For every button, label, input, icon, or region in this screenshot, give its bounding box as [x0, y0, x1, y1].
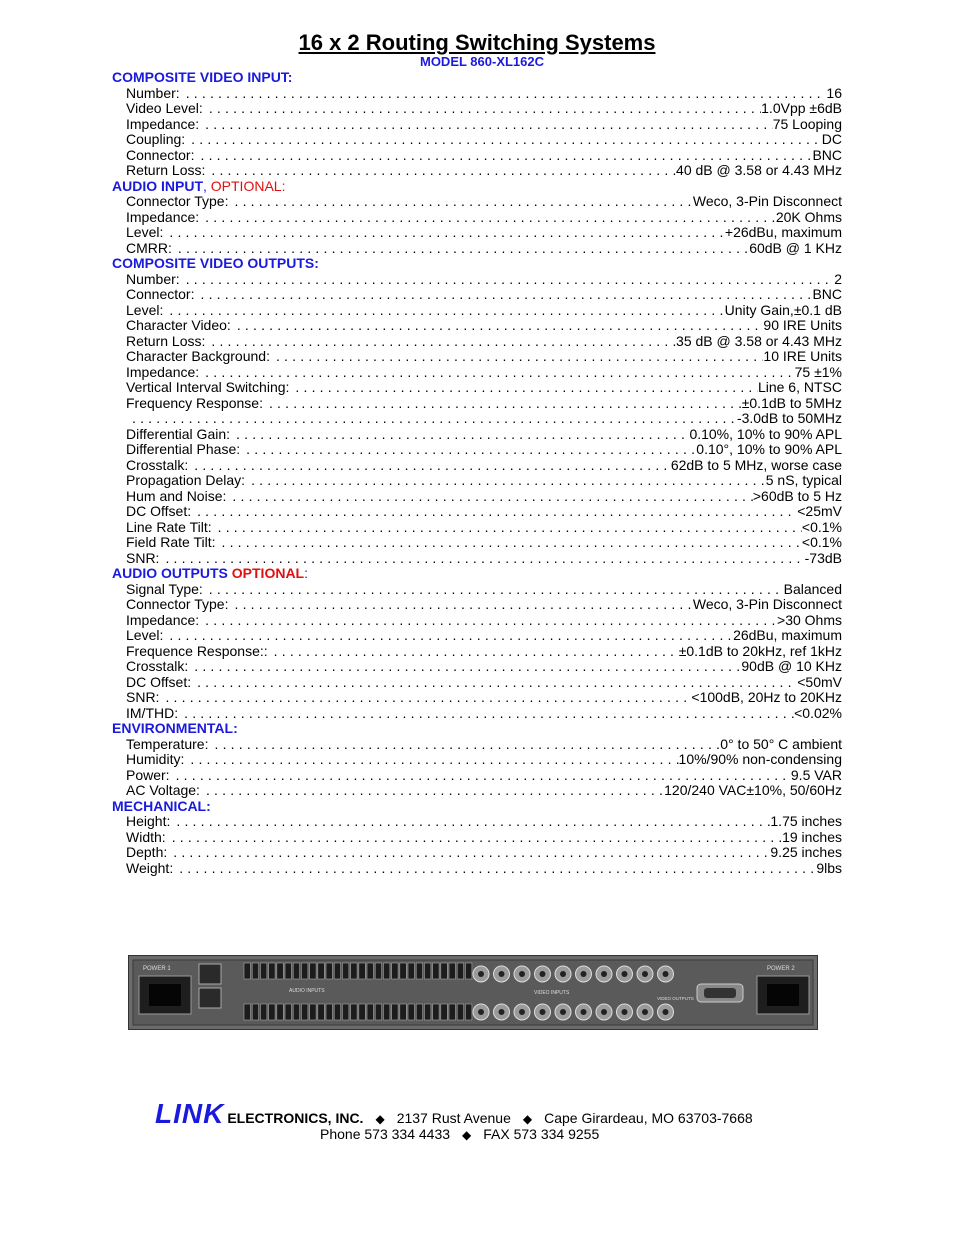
spec-label: Coupling:	[126, 131, 186, 147]
spec-label: Video Level:	[126, 100, 203, 116]
spec-value: 120/240 VAC±10%, 50/60Hz	[664, 782, 842, 798]
spec-row	[126, 520, 842, 536]
spec-label: Humidity:	[126, 751, 185, 767]
spec-row	[126, 504, 842, 520]
dot-leader	[199, 117, 773, 133]
spec-value: >60dB to 5 Hz	[752, 487, 842, 504]
dot-leader	[205, 163, 676, 179]
spec-value: >30 Ohms	[777, 611, 842, 628]
spec-row	[126, 535, 842, 551]
section-heading	[112, 70, 842, 86]
audio-terminal	[375, 1004, 382, 1020]
spec-label: Depth:	[126, 844, 168, 860]
bnc-connector-pin	[499, 1009, 505, 1015]
spec-label: Impedance:	[126, 611, 200, 628]
dot-leader	[289, 380, 758, 396]
spec-row	[126, 303, 842, 319]
section-heading	[112, 179, 842, 195]
spec-row	[126, 396, 842, 412]
audio-terminal	[269, 1004, 276, 1020]
bnc-connector-pin	[540, 971, 546, 977]
spec-label: Line Rate Tilt:	[126, 518, 212, 535]
dot-leader	[172, 241, 749, 257]
spec-row	[126, 287, 842, 303]
spec-row	[126, 334, 842, 350]
dot-leader	[203, 582, 784, 598]
spec-row	[126, 473, 842, 489]
spec-value: 10%/90% non-condensing	[678, 751, 842, 767]
spec-label: Connector:	[126, 286, 195, 302]
audio-terminal	[433, 1004, 440, 1020]
spec-label: Return Loss:	[126, 332, 206, 349]
section-heading	[112, 256, 842, 272]
spec-row	[126, 783, 842, 799]
audio-terminal	[457, 963, 464, 979]
spec-label: Return Loss:	[126, 162, 206, 178]
audio-terminal	[424, 963, 431, 979]
spec-value: -3.0dB to 50MHz	[736, 410, 842, 426]
spec-value: 75 ±1%	[794, 363, 842, 380]
bnc-connector-pin	[478, 971, 484, 977]
spec-row	[126, 675, 842, 691]
company-name: ELECTRONICS, INC.	[227, 1110, 364, 1126]
dot-leader	[159, 551, 804, 567]
spec-label: Number:	[126, 84, 180, 101]
audio-terminal	[465, 963, 472, 979]
dot-leader	[200, 783, 664, 799]
audio-terminal	[465, 1004, 472, 1020]
audio-terminal	[449, 963, 456, 979]
spec-row	[126, 830, 842, 846]
spec-value: 10 IRE Units	[763, 348, 842, 364]
spec-label: Height:	[126, 813, 171, 829]
model-number: MODEL 860-XL162C	[419, 54, 545, 69]
spec-value: 9.25 inches	[770, 844, 842, 860]
section-heading-separator: ,	[203, 177, 211, 194]
section-heading	[112, 566, 842, 582]
dot-leader	[163, 225, 725, 241]
audio-terminal	[342, 1004, 349, 1020]
audio-terminal	[367, 963, 374, 979]
dot-leader	[191, 675, 797, 691]
rear-panel-drawing	[129, 956, 817, 1029]
spec-row	[126, 163, 842, 179]
dot-leader	[230, 427, 689, 443]
spec-row	[126, 101, 842, 117]
audio-terminal	[383, 1004, 390, 1020]
audio-terminal	[392, 1004, 399, 1020]
spec-value: <0.02%	[794, 704, 842, 721]
bnc-connector-pin	[622, 1009, 628, 1015]
spec-row	[126, 349, 842, 365]
spec-row	[126, 380, 842, 396]
spec-value: 62dB to 5 MHz, worse case	[670, 456, 842, 473]
spec-value: <100dB, 20Hz to 20KHz	[691, 689, 842, 705]
dot-leader	[199, 210, 776, 226]
video-inputs-label: VIDEO INPUTS	[534, 990, 570, 996]
spec-value: Weco, 3-Pin Disconnect	[692, 193, 842, 209]
spec-label: Character Video:	[126, 317, 231, 333]
spec-row	[126, 582, 842, 598]
spec-label: Crosstalk:	[126, 658, 189, 674]
spec-value: DC	[821, 131, 842, 147]
bnc-connector-pin	[560, 1009, 566, 1015]
dot-leader	[184, 752, 678, 768]
audio-terminal	[244, 963, 251, 979]
audio-terminal	[392, 963, 399, 979]
spec-row	[126, 210, 842, 226]
optional-tag: OPTIONAL:	[210, 177, 286, 194]
dot-leader	[231, 318, 764, 334]
spec-row	[126, 427, 842, 443]
bnc-connector-pin	[663, 971, 669, 977]
dot-leader	[173, 861, 816, 877]
section-heading	[112, 721, 842, 737]
spec-row	[126, 194, 842, 210]
spec-row	[126, 132, 842, 148]
audio-terminal	[318, 1004, 325, 1020]
dot-leader	[226, 489, 752, 505]
spec-label: Impedance:	[126, 363, 200, 380]
spec-row	[126, 845, 842, 861]
spec-row	[126, 86, 842, 102]
dot-leader	[163, 628, 733, 644]
spec-value: 5 nS, typical	[765, 472, 842, 488]
spec-row	[126, 659, 842, 675]
dot-leader	[178, 706, 794, 722]
spec-row	[126, 752, 842, 768]
company-logo: LINK	[155, 1098, 225, 1129]
bnc-connector-pin	[601, 971, 607, 977]
spec-row	[126, 628, 842, 644]
spec-row	[126, 365, 842, 381]
spec-value: <50mV	[797, 673, 842, 690]
spec-row	[126, 768, 842, 784]
spec-row	[126, 148, 842, 164]
spec-label: Crosstalk:	[126, 456, 189, 473]
dot-leader	[268, 644, 679, 660]
audio-terminal	[359, 1004, 366, 1020]
dot-leader	[270, 349, 763, 365]
spec-value: 75 Looping	[772, 115, 842, 132]
audio-terminal	[416, 1004, 423, 1020]
dot-leader	[126, 411, 737, 427]
spec-label: SNR:	[126, 549, 160, 566]
spec-value: 2	[834, 270, 842, 287]
spec-value: BNC	[812, 146, 842, 163]
section-heading-text: MECHANICAL:	[112, 797, 211, 814]
audio-terminal	[375, 963, 382, 979]
dot-leader	[228, 597, 692, 613]
rear-panel-image	[128, 955, 818, 1030]
spec-value: -73dB	[804, 549, 842, 566]
audio-terminal	[252, 1004, 259, 1020]
spec-label: Number:	[126, 270, 180, 287]
dot-leader	[203, 101, 761, 117]
spec-label: Hum and Noise:	[126, 487, 227, 504]
footer-contact-line	[320, 1126, 720, 1142]
spec-value: <0.1%	[801, 534, 842, 550]
bnc-connector-pin	[519, 971, 525, 977]
spec-row	[126, 690, 842, 706]
spec-value: <0.1%	[801, 518, 842, 535]
spec-value: 9lbs	[816, 859, 842, 876]
spec-label: Level:	[126, 301, 164, 318]
spec-value: ±0.1dB to 20kHz, ref 1kHz	[678, 642, 842, 659]
spec-value: 9.5 VAR	[790, 766, 842, 783]
dot-leader	[212, 520, 802, 536]
bnc-connector-pin	[519, 1009, 525, 1015]
dot-leader	[199, 613, 777, 629]
audio-terminal	[416, 963, 423, 979]
audio-terminal	[293, 963, 300, 979]
spec-label: CMRR:	[126, 239, 172, 256]
audio-terminal	[326, 1004, 333, 1020]
spec-value: 0.10%, 10% to 90% APL	[689, 425, 842, 442]
bnc-connector-pin	[642, 1009, 648, 1015]
audio-terminal	[342, 963, 349, 979]
spec-label: Impedance:	[126, 115, 200, 132]
audio-terminal	[260, 1004, 267, 1020]
dot-leader	[191, 504, 797, 520]
spec-label: Impedance:	[126, 208, 200, 225]
bnc-connector-pin	[663, 1009, 669, 1015]
audio-terminal	[285, 1004, 292, 1020]
spec-label: Frequence Response::	[126, 642, 268, 659]
audio-terminal	[400, 1004, 407, 1020]
spec-value: 0° to 50° C ambient	[720, 735, 842, 752]
section-heading	[112, 799, 842, 815]
dot-leader	[188, 458, 671, 474]
spec-row	[126, 706, 842, 722]
audio-terminal	[293, 1004, 300, 1020]
bnc-connector-pin	[478, 1009, 484, 1015]
audio-terminal	[301, 963, 308, 979]
spec-value: 20K Ohms	[775, 208, 842, 225]
audio-terminal	[277, 1004, 284, 1020]
audio-terminal	[449, 1004, 456, 1020]
audio-terminal	[334, 963, 341, 979]
dot-leader	[167, 845, 770, 861]
spec-label: DC Offset:	[126, 673, 192, 690]
spec-value: 1.75 inches	[770, 813, 842, 829]
spec-label: Connector Type:	[126, 193, 229, 209]
spec-value: Weco, 3-Pin Disconnect	[692, 596, 842, 612]
spec-value: Balanced	[783, 580, 842, 597]
spec-label: Differential Phase:	[126, 441, 241, 457]
spec-row	[126, 272, 842, 288]
spec-label: Connector Type:	[126, 596, 229, 612]
audio-terminal	[351, 963, 358, 979]
section-heading-text: AUDIO OUTPUTS	[112, 565, 228, 581]
spec-value: 35 dB @ 3.58 or 4.43 MHz	[676, 332, 842, 349]
spec-value: Unity Gain,±0.1 dB	[724, 301, 842, 318]
audio-terminal	[310, 963, 317, 979]
audio-terminal	[277, 963, 284, 979]
audio-terminal	[441, 963, 448, 979]
spec-label: Connector:	[126, 146, 195, 163]
spec-label: AC Voltage:	[126, 782, 200, 798]
spec-row	[126, 737, 842, 753]
audio-terminal	[310, 1004, 317, 1020]
dot-leader	[215, 535, 801, 551]
audio-terminal	[367, 1004, 374, 1020]
dot-leader	[185, 132, 822, 148]
audio-terminal	[408, 1004, 415, 1020]
spec-value: +26dBu, maximum	[724, 224, 842, 240]
audio-terminal	[424, 1004, 431, 1020]
spec-row	[126, 225, 842, 241]
spec-label: Propagation Delay:	[126, 472, 246, 488]
audio-terminal	[433, 963, 440, 979]
spec-value: 0.10°, 10% to 90% APL	[696, 441, 842, 457]
audio-terminal	[252, 963, 259, 979]
spec-row	[126, 597, 842, 613]
audio-terminal	[260, 963, 267, 979]
dot-leader	[188, 659, 741, 675]
spec-row	[126, 411, 842, 427]
spec-row	[126, 814, 842, 830]
audio-terminal	[326, 963, 333, 979]
audio-terminal	[269, 963, 276, 979]
dot-leader	[159, 690, 691, 706]
power2-label: POWER 2	[767, 966, 795, 972]
audio-terminal	[441, 1004, 448, 1020]
spec-value: 1.0Vpp ±6dB	[761, 100, 842, 116]
spec-value: BNC	[812, 286, 842, 302]
audio-terminal	[351, 1004, 358, 1020]
spec-row	[126, 318, 842, 334]
spec-row	[126, 241, 842, 257]
spec-label: Vertical Interval Switching:	[126, 379, 290, 395]
optional-tag: OPTIONAL	[231, 565, 305, 581]
audio-terminal	[334, 1004, 341, 1020]
spec-row	[126, 458, 842, 474]
audio-terminal	[285, 963, 292, 979]
dot-leader	[170, 768, 791, 784]
dot-leader	[208, 737, 720, 753]
dot-leader	[180, 86, 827, 102]
dot-leader	[194, 148, 812, 164]
spec-label: Weight:	[126, 859, 174, 876]
spec-label: Temperature:	[126, 735, 209, 752]
dot-leader	[240, 442, 696, 458]
spec-value: 26dBu, maximum	[733, 627, 842, 643]
street-address: 2137 Rust Avenue	[396, 1110, 511, 1126]
spec-label: Frequency Response:	[126, 394, 263, 411]
dot-leader	[199, 365, 794, 381]
bnc-connector-pin	[601, 1009, 607, 1015]
audio-terminal	[457, 1004, 464, 1020]
spec-row	[126, 644, 842, 660]
diamond-separator-icon: ◆	[522, 1112, 533, 1126]
spec-value: ±0.1dB to 5MHz	[741, 394, 842, 411]
dot-leader	[228, 194, 692, 210]
spec-label: IM/THD:	[126, 704, 179, 721]
audio-terminal	[408, 963, 415, 979]
dot-leader	[163, 303, 724, 319]
spec-value: 90 IRE Units	[763, 317, 842, 333]
dot-leader	[166, 830, 782, 846]
phone-number: Phone 573 334 4433	[320, 1126, 451, 1142]
power1-label: POWER 1	[143, 966, 171, 972]
section-heading-text: COMPOSITE VIDEO INPUT:	[112, 69, 293, 85]
spec-value: 19 inches	[782, 828, 842, 845]
audio-inputs-label: AUDIO INPUTS	[289, 988, 325, 994]
audio-terminal	[318, 963, 325, 979]
diamond-separator-icon: ◆	[375, 1112, 385, 1126]
bnc-connector-pin	[581, 971, 587, 977]
spec-list	[112, 70, 842, 876]
dot-leader	[263, 396, 742, 412]
dot-leader	[205, 334, 676, 350]
fax-number: FAX 573 334 9255	[483, 1126, 600, 1142]
audio-terminal	[400, 963, 407, 979]
bnc-connector-pin	[622, 971, 628, 977]
section-heading-text: AUDIO INPUT	[112, 177, 203, 194]
spec-label: Width:	[126, 828, 166, 845]
footer-company-line	[155, 1098, 855, 1129]
bnc-connector-pin	[540, 1009, 546, 1015]
dot-leader	[170, 814, 770, 830]
city-address: Cape Girardeau, MO 63703-7668	[544, 1110, 753, 1126]
spec-label: DC Offset:	[126, 503, 192, 519]
spec-value: Line 6, NTSC	[757, 379, 842, 395]
spec-row	[126, 442, 842, 458]
audio-terminal	[383, 963, 390, 979]
spec-row	[126, 861, 842, 877]
spec-value: 16	[826, 84, 842, 101]
spec-label: Power:	[126, 766, 170, 783]
dot-leader	[245, 473, 766, 489]
bnc-connector-pin	[581, 1009, 587, 1015]
dot-leader	[180, 272, 835, 288]
section-heading-text: COMPOSITE VIDEO OUTPUTS:	[112, 255, 319, 271]
spec-value: 90dB @ 10 KHz	[741, 658, 842, 674]
spec-row	[126, 551, 842, 567]
audio-terminal	[244, 1004, 251, 1020]
spec-value: <25mV	[797, 503, 842, 519]
spec-label: SNR:	[126, 689, 160, 705]
audio-terminal	[359, 963, 366, 979]
spec-label: Signal Type:	[126, 580, 203, 597]
spec-label: Differential Gain:	[126, 425, 231, 442]
dot-leader	[194, 287, 812, 303]
spec-label: Level:	[126, 627, 164, 643]
spec-row	[126, 117, 842, 133]
video-outputs-label: VIDEO OUTPUTS	[657, 996, 694, 1001]
spec-row	[126, 489, 842, 505]
spec-label: Character Background:	[126, 348, 270, 364]
section-heading-tail: :	[304, 565, 309, 581]
bnc-connector-pin	[642, 971, 648, 977]
bnc-connector-pin	[499, 971, 505, 977]
spec-label: Level:	[126, 224, 164, 240]
spec-value: 40 dB @ 3.58 or 4.43 MHz	[676, 162, 842, 178]
diamond-separator-icon: ◆	[462, 1128, 472, 1142]
spec-value: 60dB @ 1 KHz	[749, 239, 842, 256]
audio-terminal	[301, 1004, 308, 1020]
page-title: 16 x 2 Routing Switching Systems	[298, 30, 656, 55]
spec-row	[126, 613, 842, 629]
spec-label: Field Rate Tilt:	[126, 534, 216, 550]
section-heading-text: ENVIRONMENTAL:	[112, 720, 238, 736]
bnc-connector-pin	[560, 971, 566, 977]
